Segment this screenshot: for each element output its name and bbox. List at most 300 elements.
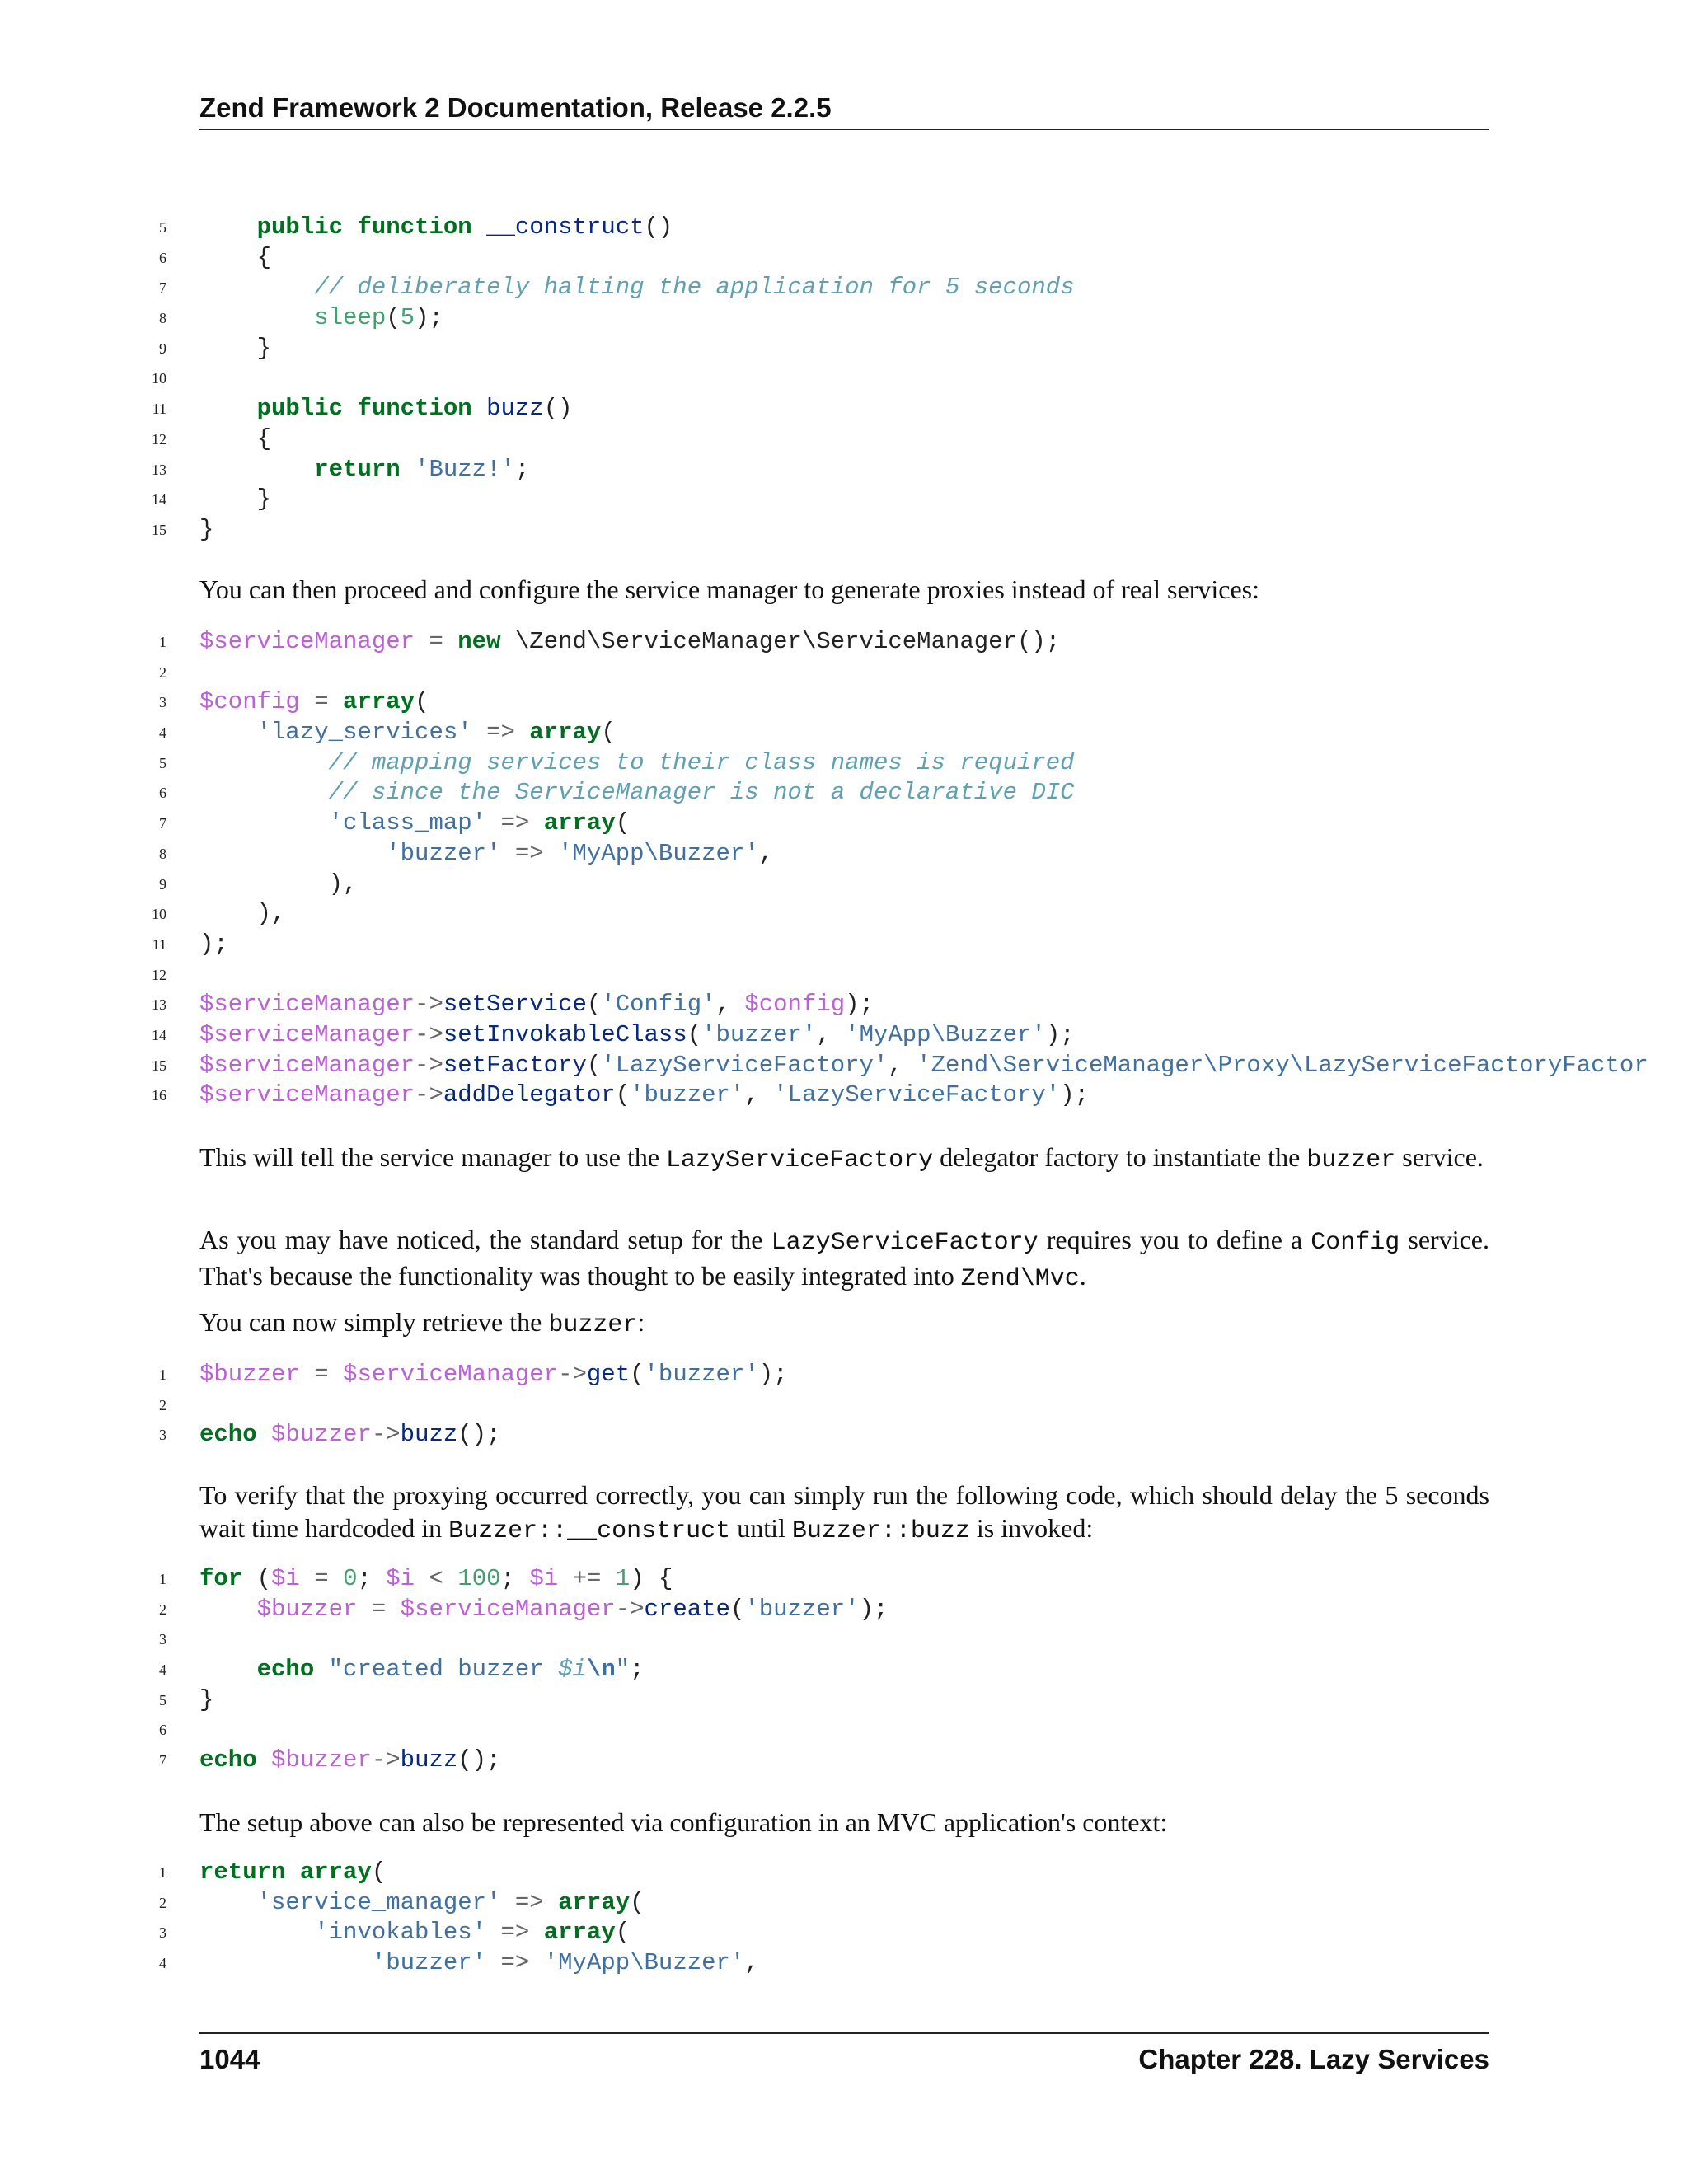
code-token — [472, 395, 486, 422]
paragraph-mvc-config-intro — [199, 1806, 1489, 1839]
line-number: 5 — [159, 1691, 166, 1708]
line-number: 1 — [159, 634, 166, 650]
code-token: , — [758, 839, 774, 867]
code-line — [0, 1888, 1688, 1919]
code-token: for — [199, 1565, 243, 1592]
line-number: 1 — [159, 1366, 166, 1383]
code-token — [199, 274, 314, 301]
code-token: 'MyApp\Buzzer' — [558, 839, 759, 867]
code-token: 'Config' — [601, 991, 716, 1019]
code-token — [415, 628, 429, 655]
code-token — [486, 1949, 500, 1976]
code-token: => — [500, 1949, 530, 1977]
code-text — [199, 1564, 673, 1595]
code-token: $buzzer — [271, 1746, 372, 1774]
line-number: 4 — [159, 1661, 166, 1679]
code-text — [199, 303, 443, 334]
code-text — [199, 748, 1075, 779]
code-token: } — [199, 515, 214, 543]
code-text — [199, 273, 1075, 303]
code-token: } — [199, 1685, 214, 1713]
paragraph-text: As you may have noticed, the standard setup for the — [199, 1225, 771, 1254]
code-token — [401, 456, 415, 483]
line-number: 2 — [159, 1601, 166, 1618]
code-token: echo — [199, 1421, 257, 1449]
line-number: 6 — [159, 249, 166, 266]
code-token: ; — [357, 1565, 387, 1592]
code-token: ); — [1045, 1020, 1075, 1048]
code-token — [415, 1565, 429, 1592]
code-token: function — [357, 395, 472, 423]
code-line — [0, 687, 1688, 718]
code-token — [199, 719, 257, 746]
code-line — [0, 960, 1688, 991]
code-line — [0, 990, 1688, 1020]
code-token: public — [256, 395, 344, 423]
code-token: $buzzer — [271, 1421, 372, 1449]
code-line — [0, 394, 1688, 424]
code-token: array — [299, 1858, 372, 1886]
code-line — [0, 930, 1688, 960]
code-token — [314, 1656, 328, 1683]
paragraph-text: This will tell the service manager to use the — [199, 1142, 667, 1172]
code-token: () — [644, 213, 673, 241]
code-token: get — [586, 1361, 631, 1388]
code-token: , — [816, 1020, 846, 1048]
code-token: } — [199, 485, 272, 513]
code-token: ( — [615, 1081, 631, 1109]
code-text — [199, 515, 213, 546]
code-token: 'lazy_services' — [256, 719, 472, 747]
code-text — [199, 687, 429, 718]
code-token: $buzzer — [199, 1361, 300, 1388]
code-token: $buzzer — [256, 1595, 358, 1623]
line-number: 5 — [159, 754, 166, 771]
code-line — [0, 808, 1688, 839]
code-block-lazy-class — [0, 213, 1688, 546]
code-line — [0, 243, 1688, 274]
code-block-loop — [0, 1564, 1688, 1776]
line-number: 12 — [152, 430, 166, 448]
code-token: , — [744, 1949, 759, 1977]
code-line — [0, 718, 1688, 748]
line-number: 14 — [152, 491, 166, 509]
code-token: ; — [514, 455, 530, 483]
code-line — [0, 1564, 1688, 1595]
code-token: ( — [687, 1020, 702, 1048]
code-token — [199, 749, 329, 776]
code-line — [0, 899, 1688, 930]
code-token — [199, 840, 386, 867]
code-token: < — [429, 1565, 443, 1592]
code-text — [199, 424, 271, 455]
code-token — [472, 719, 486, 746]
code-line — [0, 424, 1688, 455]
paragraph-text: The setup above can also be represented via configuration in an MVC application's context: — [199, 1807, 1168, 1837]
line-number: 3 — [159, 1631, 166, 1648]
code-token: (); — [457, 1421, 501, 1449]
code-text — [199, 808, 630, 839]
code-token: => — [486, 719, 515, 747]
code-token — [199, 1949, 372, 1976]
document-title: Zend Framework 2 Documentation, Release 2.2.5 — [199, 92, 832, 123]
code-token: 'MyApp\Buzzer' — [845, 1020, 1046, 1048]
code-line — [0, 334, 1688, 364]
code-token: 'buzzer' — [744, 1595, 860, 1623]
line-number: 3 — [159, 1427, 166, 1444]
code-text — [199, 1858, 386, 1888]
code-token: = — [314, 1361, 329, 1388]
code-token: $serviceManager — [199, 991, 415, 1019]
code-token: echo — [199, 1746, 257, 1774]
code-token: "created buzzer — [328, 1656, 559, 1684]
code-line — [0, 213, 1688, 243]
code-token: ); — [1060, 1081, 1090, 1109]
code-text — [199, 213, 673, 243]
code-text — [199, 1360, 788, 1390]
line-number: 2 — [159, 1396, 166, 1413]
code-token: ( — [615, 1919, 631, 1947]
code-text — [199, 1685, 213, 1716]
code-text — [199, 243, 271, 274]
code-line — [0, 515, 1688, 546]
code-token: 'service_manager' — [256, 1888, 501, 1916]
code-token: ); — [199, 930, 228, 958]
code-block-service-config — [0, 627, 1688, 1111]
code-token: ); — [859, 1595, 889, 1623]
code-token: (); — [457, 1746, 501, 1774]
code-line — [0, 869, 1688, 900]
code-token: create — [644, 1595, 730, 1623]
code-token — [329, 1565, 343, 1592]
code-token: ), — [199, 869, 358, 898]
line-number: 6 — [159, 1722, 166, 1739]
code-text — [199, 869, 357, 900]
line-number: 7 — [159, 1752, 166, 1769]
code-token — [257, 1746, 271, 1774]
line-number: 8 — [159, 845, 166, 862]
code-line — [0, 303, 1688, 334]
code-token — [529, 1949, 543, 1976]
code-token: setFactory — [443, 1051, 587, 1079]
code-token: => — [500, 1919, 530, 1947]
code-text — [199, 627, 1060, 658]
code-token: , — [744, 1081, 774, 1109]
code-token: 100 — [457, 1565, 501, 1592]
line-number: 6 — [159, 785, 166, 802]
code-line — [0, 1715, 1688, 1746]
line-number: 2 — [159, 1894, 166, 1911]
code-token: array — [543, 1919, 616, 1947]
code-text — [199, 839, 773, 869]
paragraph-config-service-note — [199, 1223, 1489, 1296]
code-line — [0, 1655, 1688, 1685]
inline-code: Buzzer::buzz — [791, 1517, 970, 1545]
code-token: ( — [615, 809, 631, 837]
code-line — [0, 1595, 1688, 1625]
code-token: ( — [630, 1361, 645, 1388]
line-number: 15 — [152, 521, 166, 538]
code-line — [0, 627, 1688, 658]
code-block-mvc-config — [0, 1858, 1688, 1979]
code-line — [0, 455, 1688, 485]
code-token: 1 — [615, 1565, 631, 1592]
line-number: 2 — [159, 663, 166, 681]
code-token — [544, 840, 558, 867]
code-token — [443, 1565, 457, 1592]
line-number: 4 — [159, 1955, 166, 1972]
chapter-title: Chapter 228. Lazy Services — [1138, 2044, 1489, 2074]
inline-code: buzzer — [548, 1311, 638, 1339]
code-token — [199, 456, 314, 483]
code-token: array — [343, 688, 415, 716]
code-token: -> — [615, 1595, 645, 1623]
code-token: ( — [601, 719, 616, 747]
code-line — [0, 1020, 1688, 1051]
code-token: return — [199, 1858, 286, 1886]
code-token: $i — [386, 1565, 415, 1592]
code-token: \n — [586, 1656, 616, 1684]
code-token — [257, 1421, 271, 1448]
code-token: $serviceManager — [400, 1595, 616, 1623]
code-token: 'invokables' — [314, 1919, 487, 1947]
line-number: 12 — [152, 966, 166, 983]
code-token: 'class_map' — [328, 809, 487, 837]
code-token — [329, 688, 343, 715]
line-number: 4 — [159, 724, 166, 742]
code-token: -> — [415, 1020, 443, 1048]
code-token — [199, 779, 329, 806]
line-number: 3 — [159, 1924, 166, 1942]
code-token: $serviceManager — [199, 1081, 415, 1109]
code-token: 'buzzer' — [371, 1949, 487, 1977]
code-token: buzz — [486, 395, 544, 423]
code-token — [199, 809, 329, 837]
code-token: -> — [558, 1361, 587, 1388]
code-token: $serviceManager — [199, 628, 415, 655]
code-token: // deliberately halting the application for 5 seconds — [314, 274, 1075, 302]
code-token: $config — [199, 688, 300, 716]
code-text — [199, 485, 271, 515]
code-token: array — [543, 809, 616, 837]
code-text — [199, 1888, 645, 1919]
code-line — [0, 1051, 1688, 1081]
code-token: ); — [415, 304, 443, 332]
code-token: ( — [586, 1051, 602, 1079]
code-token — [515, 719, 529, 746]
code-token: 'LazyServiceFactory' — [773, 1081, 1061, 1109]
code-token: ( — [630, 1888, 645, 1916]
code-line — [0, 1080, 1688, 1111]
code-token — [500, 840, 514, 867]
paragraph-delegator-explanation — [199, 1141, 1489, 1177]
code-token: array — [558, 1888, 631, 1916]
code-token: ( — [242, 1565, 272, 1592]
line-number: 8 — [159, 310, 166, 327]
code-token: 'Buzz!' — [415, 455, 515, 483]
paragraph-text: To verify that the proxying occurred correctly, you can simply run the following code, which should delay the 5 seconds wait time hardcoded in — [199, 1480, 1489, 1543]
code-text — [199, 1420, 501, 1451]
code-token: public — [256, 213, 344, 241]
code-token: => — [500, 809, 530, 837]
code-text — [199, 1655, 645, 1685]
code-token: += — [572, 1565, 602, 1592]
line-number: 7 — [159, 815, 166, 832]
paragraph-text: : — [637, 1307, 645, 1337]
code-token: echo — [256, 1656, 315, 1684]
line-number: 1 — [159, 1571, 166, 1587]
code-token: ( — [371, 1858, 387, 1886]
code-token — [199, 395, 257, 422]
paragraph-text: is invoked: — [969, 1513, 1094, 1543]
code-text — [199, 1051, 1648, 1081]
code-token: -> — [371, 1746, 401, 1774]
inline-code: LazyServiceFactory — [666, 1146, 934, 1174]
paragraph-verify-proxying — [199, 1479, 1489, 1548]
code-line — [0, 1624, 1688, 1655]
code-token: addDelegator — [443, 1081, 616, 1109]
code-token: = — [314, 1565, 329, 1592]
code-token: 'Zend\ServiceManager\Proxy\LazyServiceFactoryFactor — [917, 1051, 1648, 1079]
code-text — [199, 1746, 501, 1776]
line-number: 13 — [152, 461, 166, 478]
paragraph-text: service. That's because the functionality was thought to be easily integrated into — [199, 1225, 1490, 1291]
code-line — [0, 1360, 1688, 1390]
code-line — [0, 1420, 1688, 1451]
code-text — [199, 1595, 888, 1625]
code-line — [0, 778, 1688, 808]
code-token: () — [543, 395, 573, 423]
code-token: -> — [415, 1051, 443, 1079]
code-token: $serviceManager — [343, 1361, 559, 1388]
line-number: 9 — [159, 875, 166, 893]
code-line — [0, 485, 1688, 515]
code-token: ), — [199, 900, 286, 928]
code-token: $i — [529, 1565, 559, 1592]
code-token — [199, 1889, 257, 1916]
code-text — [199, 1020, 1075, 1051]
code-token: , — [888, 1051, 917, 1079]
code-token: 'buzzer' — [630, 1081, 745, 1109]
code-token — [300, 1565, 314, 1592]
code-line — [0, 1918, 1688, 1948]
code-token: } — [199, 334, 272, 362]
line-number: 15 — [152, 1057, 166, 1074]
paragraph-text: . — [1079, 1261, 1086, 1291]
code-token — [601, 1565, 615, 1592]
code-token: = — [371, 1595, 387, 1623]
code-token: 'buzzer' — [701, 1020, 817, 1048]
code-token: 'buzzer' — [644, 1361, 759, 1388]
code-token: // mapping services to their class names is required — [328, 748, 1075, 776]
code-token: $serviceManager — [199, 1051, 415, 1079]
code-token: { — [199, 243, 272, 271]
line-number: 10 — [152, 370, 166, 387]
code-line — [0, 1685, 1688, 1716]
line-number: 13 — [152, 996, 166, 1014]
code-token: ; — [630, 1656, 645, 1684]
code-token: , — [715, 991, 745, 1019]
code-text — [199, 778, 1075, 808]
code-block-retrieve — [0, 1360, 1688, 1451]
line-number: 11 — [152, 935, 166, 953]
line-number: 10 — [152, 906, 166, 923]
code-token — [199, 1919, 314, 1946]
code-text — [199, 1918, 630, 1948]
code-text — [199, 718, 616, 748]
code-token — [300, 688, 314, 715]
code-token — [199, 1656, 257, 1683]
code-token: -> — [415, 991, 443, 1019]
code-line — [0, 273, 1688, 303]
code-text — [199, 394, 573, 424]
paragraph-text: service. — [1395, 1142, 1484, 1172]
code-token: => — [514, 1888, 544, 1916]
code-token: array — [529, 719, 602, 747]
code-token — [472, 213, 486, 241]
inline-code: Config — [1311, 1229, 1400, 1257]
code-token: ; — [500, 1565, 530, 1592]
code-token: buzz — [400, 1746, 458, 1774]
code-token — [199, 1596, 257, 1623]
code-token — [443, 628, 457, 655]
code-token — [285, 1858, 299, 1886]
code-token: ) { — [630, 1565, 673, 1592]
code-text — [199, 1948, 759, 1979]
code-token: = — [429, 628, 443, 655]
code-token — [343, 213, 357, 241]
code-token: ); — [758, 1361, 788, 1388]
code-token — [544, 1889, 558, 1916]
code-text — [199, 990, 874, 1020]
code-token — [386, 1596, 400, 1623]
code-token: new — [457, 628, 501, 655]
paragraph-text: delegator factory to instantiate the — [933, 1142, 1307, 1172]
code-token: function — [357, 213, 472, 241]
code-token: 'MyApp\Buzzer' — [543, 1949, 745, 1977]
code-token — [500, 1889, 514, 1916]
code-token: $i — [558, 1656, 587, 1684]
paragraph-text: You can then proceed and configure the service manager to generate proxies instead of real services: — [199, 574, 1259, 604]
code-token: => — [514, 839, 544, 867]
code-token: $serviceManager — [199, 1020, 415, 1048]
code-token: $config — [744, 991, 846, 1019]
code-token: = — [314, 688, 329, 716]
paragraph-retrieve-buzzer — [199, 1305, 1489, 1342]
code-token: -> — [371, 1421, 401, 1449]
code-token: $i — [271, 1565, 300, 1592]
paragraph-text: requires you to define a — [1038, 1225, 1311, 1254]
line-number: 16 — [152, 1087, 166, 1104]
code-token — [329, 1361, 343, 1388]
code-token: // since the ServiceManager is not a declarative DIC — [328, 779, 1075, 807]
line-number: 7 — [159, 279, 166, 297]
code-token — [300, 1361, 314, 1388]
page-footer — [199, 2032, 1489, 2075]
code-token — [486, 1919, 500, 1946]
code-token — [199, 304, 314, 331]
code-line — [0, 1390, 1688, 1421]
code-text — [199, 930, 228, 960]
paragraph-text: You can now simply retrieve the — [199, 1307, 549, 1337]
code-text — [199, 455, 529, 485]
code-token: setInvokableClass — [443, 1020, 687, 1048]
code-token: 0 — [343, 1565, 358, 1592]
code-line — [0, 1746, 1688, 1776]
code-token — [558, 1565, 572, 1592]
line-number: 1 — [159, 1864, 166, 1881]
line-number: 14 — [152, 1026, 166, 1043]
